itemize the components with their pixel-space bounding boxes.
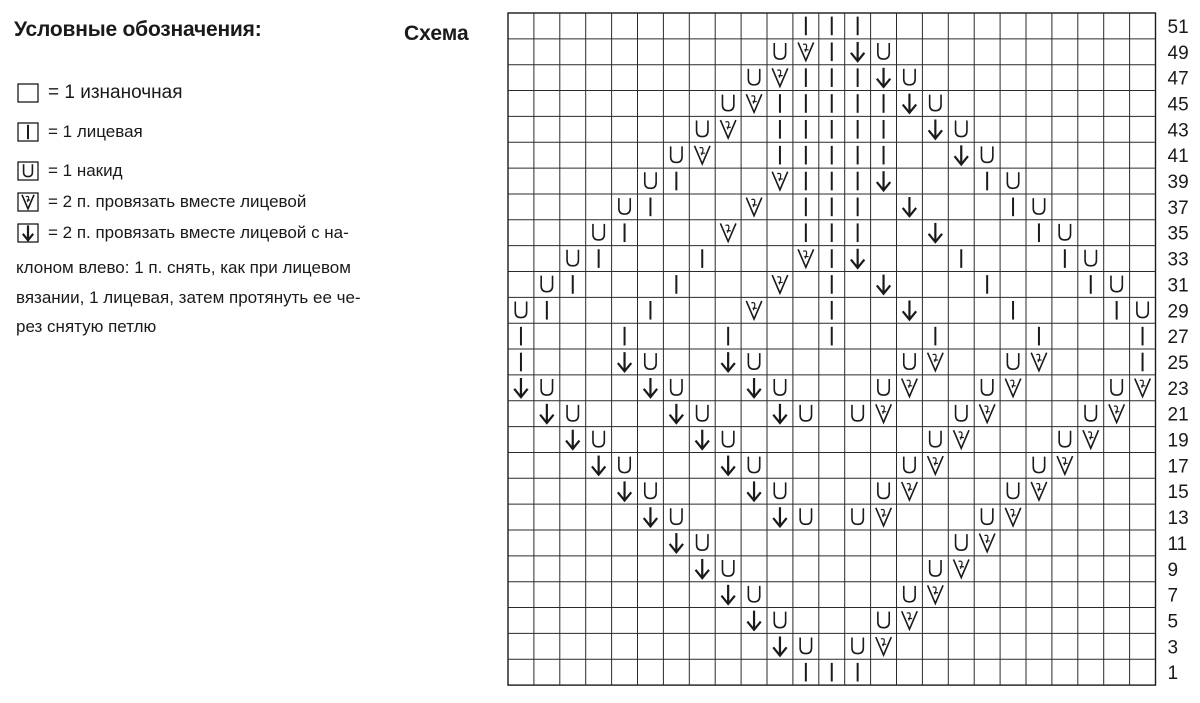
row-number-label: 5 [1167, 611, 1179, 633]
row-number-label: 1 [1167, 663, 1179, 685]
row-labels [1168, 17, 1189, 684]
legend-title: Условные обозначения: [14, 18, 262, 41]
row-number-label: 13 [1167, 508, 1189, 530]
legend-item-text: = 1 накид [48, 161, 123, 180]
row-number-label: 11 [1167, 533, 1188, 555]
row-number-label: 17 [1167, 456, 1189, 478]
row-number-label: 47 [1167, 68, 1189, 90]
row-number-label: 37 [1167, 197, 1189, 219]
legend-ssk-description-line: рез снятую петлю [16, 317, 157, 336]
row-number-label: 15 [1167, 482, 1189, 504]
row-number-label: 33 [1167, 249, 1189, 271]
row-number-label: 21 [1167, 404, 1189, 426]
row-number-label: 9 [1167, 559, 1179, 581]
row-number-label: 39 [1167, 172, 1189, 194]
legend-ssk-description-line: клоном влево: 1 п. снять, как при лицевом [16, 258, 351, 277]
legend-item-text: = 2 п. провязать вместе лицевой с на- [48, 223, 349, 242]
chart-title: Схема [404, 22, 469, 45]
row-number-label: 45 [1167, 94, 1189, 116]
row-number-label: 41 [1167, 146, 1189, 168]
legend-item-text: = 1 лицевая [48, 122, 143, 141]
row-number-label: 29 [1167, 301, 1189, 323]
legend-item-text: = 1 изнаночная [48, 82, 183, 103]
row-number-label: 7 [1167, 585, 1179, 607]
row-number-label: 35 [1167, 223, 1189, 245]
row-number-label: 3 [1167, 637, 1179, 659]
legend-item-text: = 2 п. провязать вместе лицевой [48, 192, 307, 211]
row-number-label: 23 [1167, 378, 1189, 400]
row-number-label: 19 [1167, 430, 1189, 452]
chart-grid [508, 13, 1156, 685]
row-number-label: 27 [1167, 327, 1189, 349]
row-number-label: 51 [1167, 16, 1189, 38]
row-number-label: 31 [1167, 275, 1189, 297]
row-number-label: 43 [1167, 120, 1189, 142]
legend-ssk-description-line: вязании, 1 лицевая, затем протянуть ее че- [16, 288, 361, 307]
row-number-label: 25 [1167, 352, 1189, 374]
row-number-label: 49 [1167, 42, 1189, 64]
